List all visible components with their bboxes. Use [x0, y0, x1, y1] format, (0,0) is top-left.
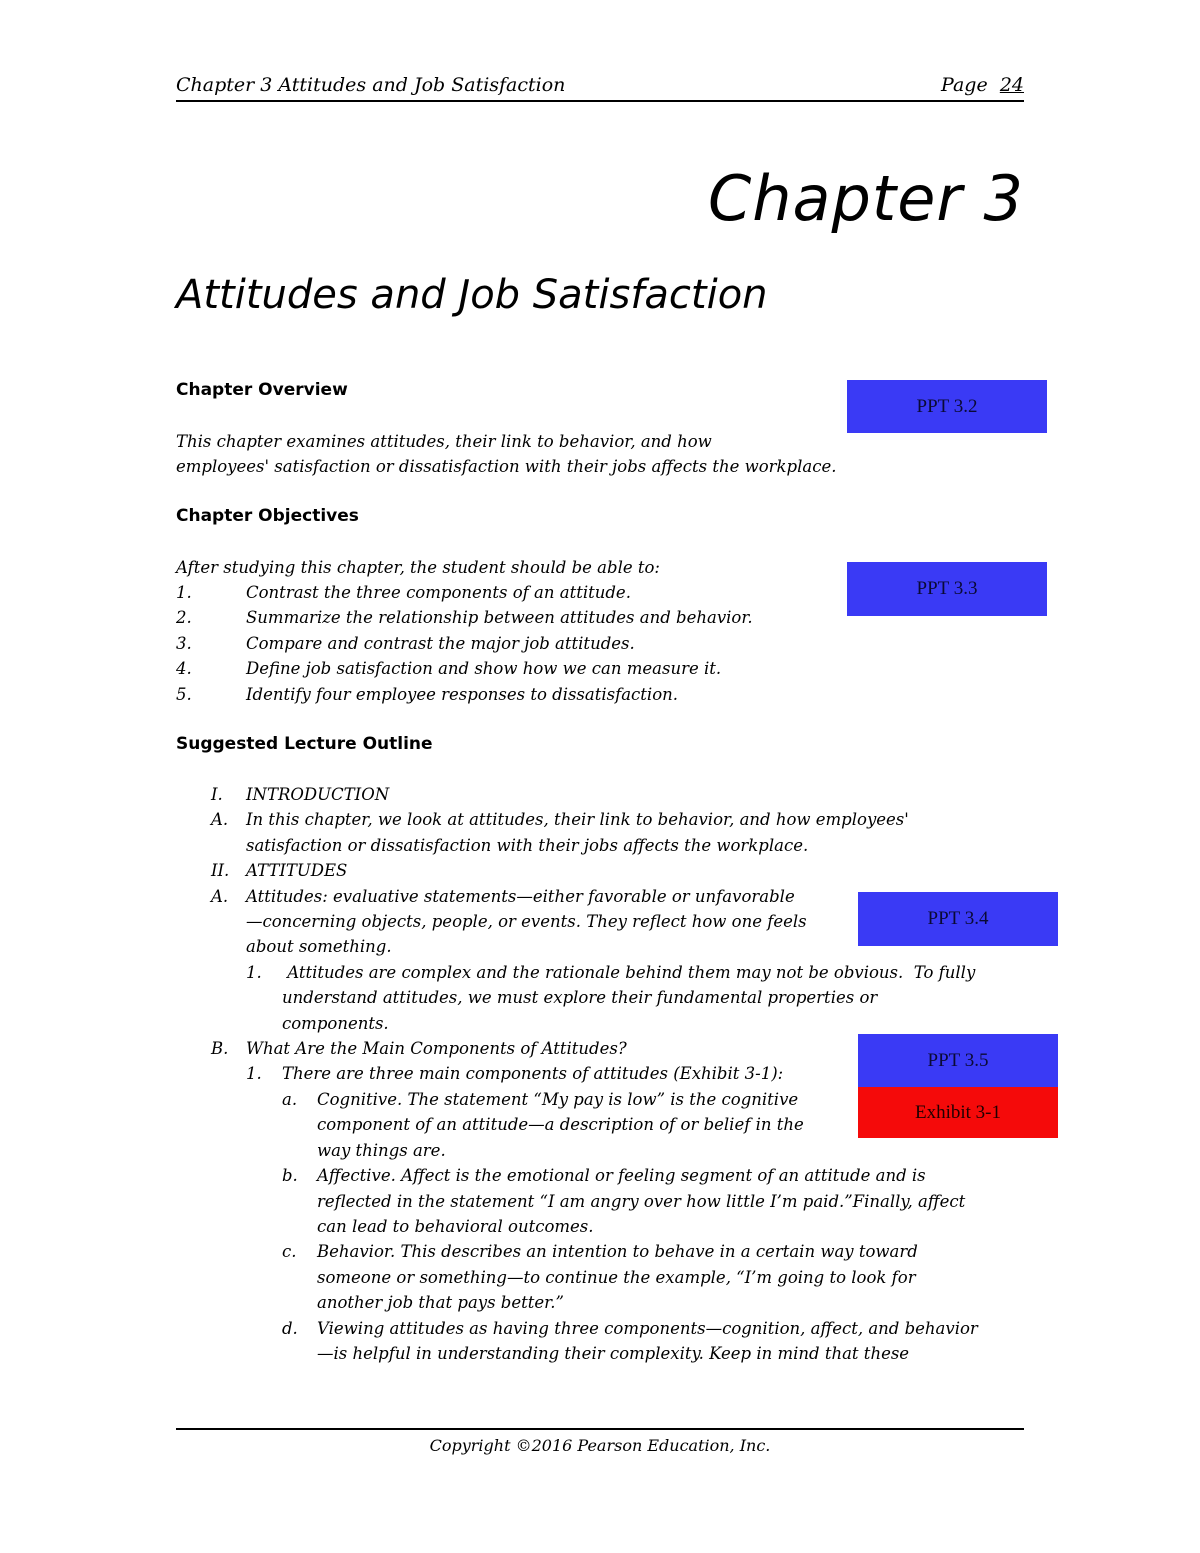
overview-text: [176, 429, 836, 480]
overview-heading: Chapter Overview: [176, 380, 348, 400]
list-item: 5. Identify four employee responses to dissatisfaction.: [176, 684, 679, 704]
outline-item: A. In this chapter, we look at attitudes, their link to behavior, and how employees' satisfaction or dissatisfaction with their jobs affects the workplace.: [211, 810, 909, 855]
list-item: 1. Contrast the three components of an attitude.: [176, 583, 631, 602]
outline-item: c. Behavior. This describes an intention to behave in a certain way toward someone or something—to continue the example, “I’m going to look for another job that pays better.”: [282, 1242, 918, 1313]
ppt-marker: PPT 3.3: [847, 562, 1047, 616]
header-title: Chapter 3 Attitudes and Job Satisfaction: [176, 74, 566, 96]
outline-item: 1. There are three main components of attitudes (Exhibit 3-1):: [246, 1064, 784, 1084]
outline-item: I. INTRODUCTION: [211, 785, 390, 804]
objectives-intro: After studying this chapter, the student should be able to:: [176, 558, 660, 577]
list-item: 4. Define job satisfaction and show how we can measure it.: [176, 659, 722, 679]
header-page-number: 24: [999, 74, 1024, 96]
ppt-marker: PPT 3.5: [858, 1034, 1058, 1087]
exhibit-marker: Exhibit 3-1: [858, 1087, 1058, 1138]
outline-heading: Suggested Lecture Outline: [176, 734, 433, 754]
running-header: [176, 74, 1024, 102]
chapter-number-heading: Chapter 3: [707, 162, 1024, 235]
ppt-marker: PPT 3.4: [858, 892, 1058, 946]
outline-item: 1. Attitudes are complex and the rationale behind them may not be obvious. To fully understand attitudes, we must explore their fundamental properties or components.: [246, 962, 976, 1033]
outline-item: A. Attitudes: evaluative statements—either favorable or unfavorable —concerning objects, people, or events. They reflect how one feels about something.: [211, 886, 807, 957]
objectives-list: [176, 580, 836, 707]
header-page-label: Page: [941, 74, 988, 96]
outline-item: II. ATTITUDES: [211, 861, 348, 881]
outline-item: a. Cognitive. The statement “My pay is low” is the cognitive component of an attitude—a description of or belief in the way things are.: [282, 1089, 804, 1160]
outline-item: d. Viewing attitudes as having three components—cognition, affect, and behavior —is helpful in understanding their complexity. Keep in mind that these: [282, 1318, 978, 1363]
footer: [176, 1428, 1024, 1455]
list-item: 3. Compare and contrast the major job attitudes.: [176, 633, 635, 653]
objectives-heading: Chapter Objectives: [176, 506, 359, 526]
list-item: 2. Summarize the relationship between attitudes and behavior.: [176, 608, 753, 628]
outline-item: B. What Are the Main Components of Attitudes?: [211, 1039, 627, 1059]
overview-line: employees' satisfaction or dissatisfaction with their jobs affects the workplace.: [176, 457, 837, 477]
copyright-text: Copyright ©2016 Pearson Education, Inc.: [429, 1436, 771, 1455]
overview-line: This chapter examines attitudes, their link to behavior, and how: [176, 432, 712, 451]
ppt-marker: PPT 3.2: [847, 380, 1047, 433]
outline-item: b. Affective. Affect is the emotional or feeling segment of an attitude and is reflected in the statement “I am angry over how little I’m paid.”Finally, affect can lead to behavioral outcomes.: [282, 1166, 966, 1236]
header-page: [941, 74, 1024, 96]
chapter-title: Attitudes and Job Satisfaction: [176, 272, 768, 318]
